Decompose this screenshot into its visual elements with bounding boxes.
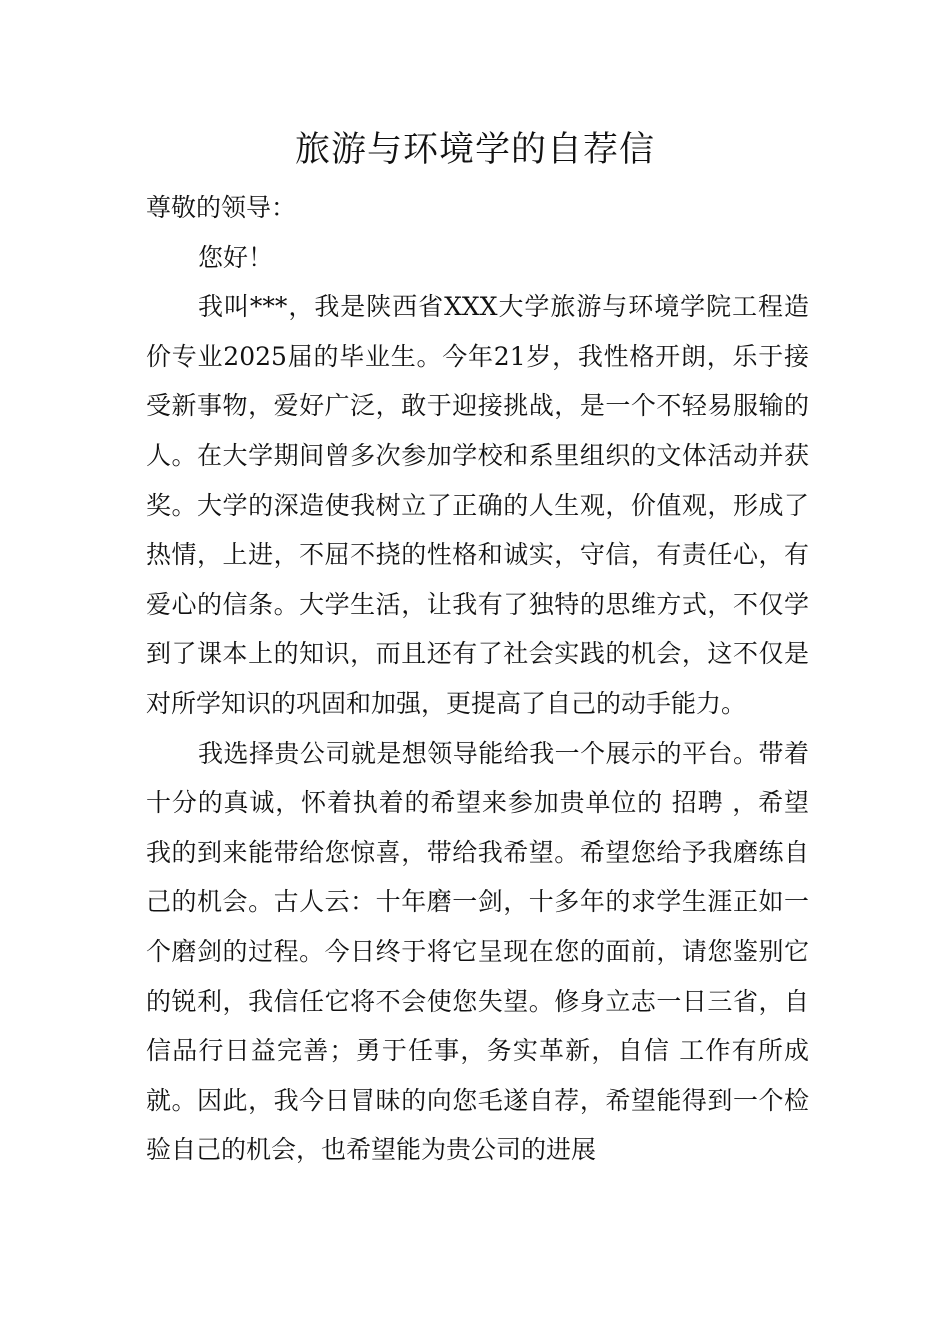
greeting: 您好！ <box>198 242 274 272</box>
document-title: 旅游与环境学的自荐信 <box>294 130 655 170</box>
paragraph-motivation: 我选择贵公司就是想领导能给我一个展示的平台。带着十分的真诚，怀着执着的希望来参加贵单位的 招聘 ，希望我的到来能带给您惊喜，带给我希望。希望您给予我磨练自己的机会。古人云：十年磨一剑，十多年的求学生涯正如一个磨剑的过程。今日终于将它呈现在您的面前，请您鉴别它的锐利，我信任它将不会使您失望。修身立志一日三省，自信品行日益完善；勇于任事，务实革新，自信 工作有所成就。因此，我今日冒昧的向您毛遂自荐，希望能得到一个检验自己的机会，也希望能为贵公司的进展 <box>146 738 809 1165</box>
salutation: 尊敬的领导： <box>146 193 297 222</box>
letter-body <box>146 183 809 1175</box>
paragraph-introduction: 我叫***，我是陕西省XXX大学旅游与环境学院工程造价专业2025届的毕业生。今年21岁，我性格开朗，乐于接受新事物，爱好广泛，敢于迎接挑战，是一个不轻易服输的人。在大学期间曾多次参加学校和系里组织的文体活动并获奖。大学的深造使我树立了正确的人生观，价值观，形成了热情，上进，不屈不挠的性格和诚实，守信，有责任心，有爱心的信条。大学生活，让我有了独特的思维方式，不仅学到了课本上的知识，而且还有了社会实践的机会，这不仅是对所学知识的巩固和加强，更提高了自己的动手能力。 <box>146 292 809 718</box>
